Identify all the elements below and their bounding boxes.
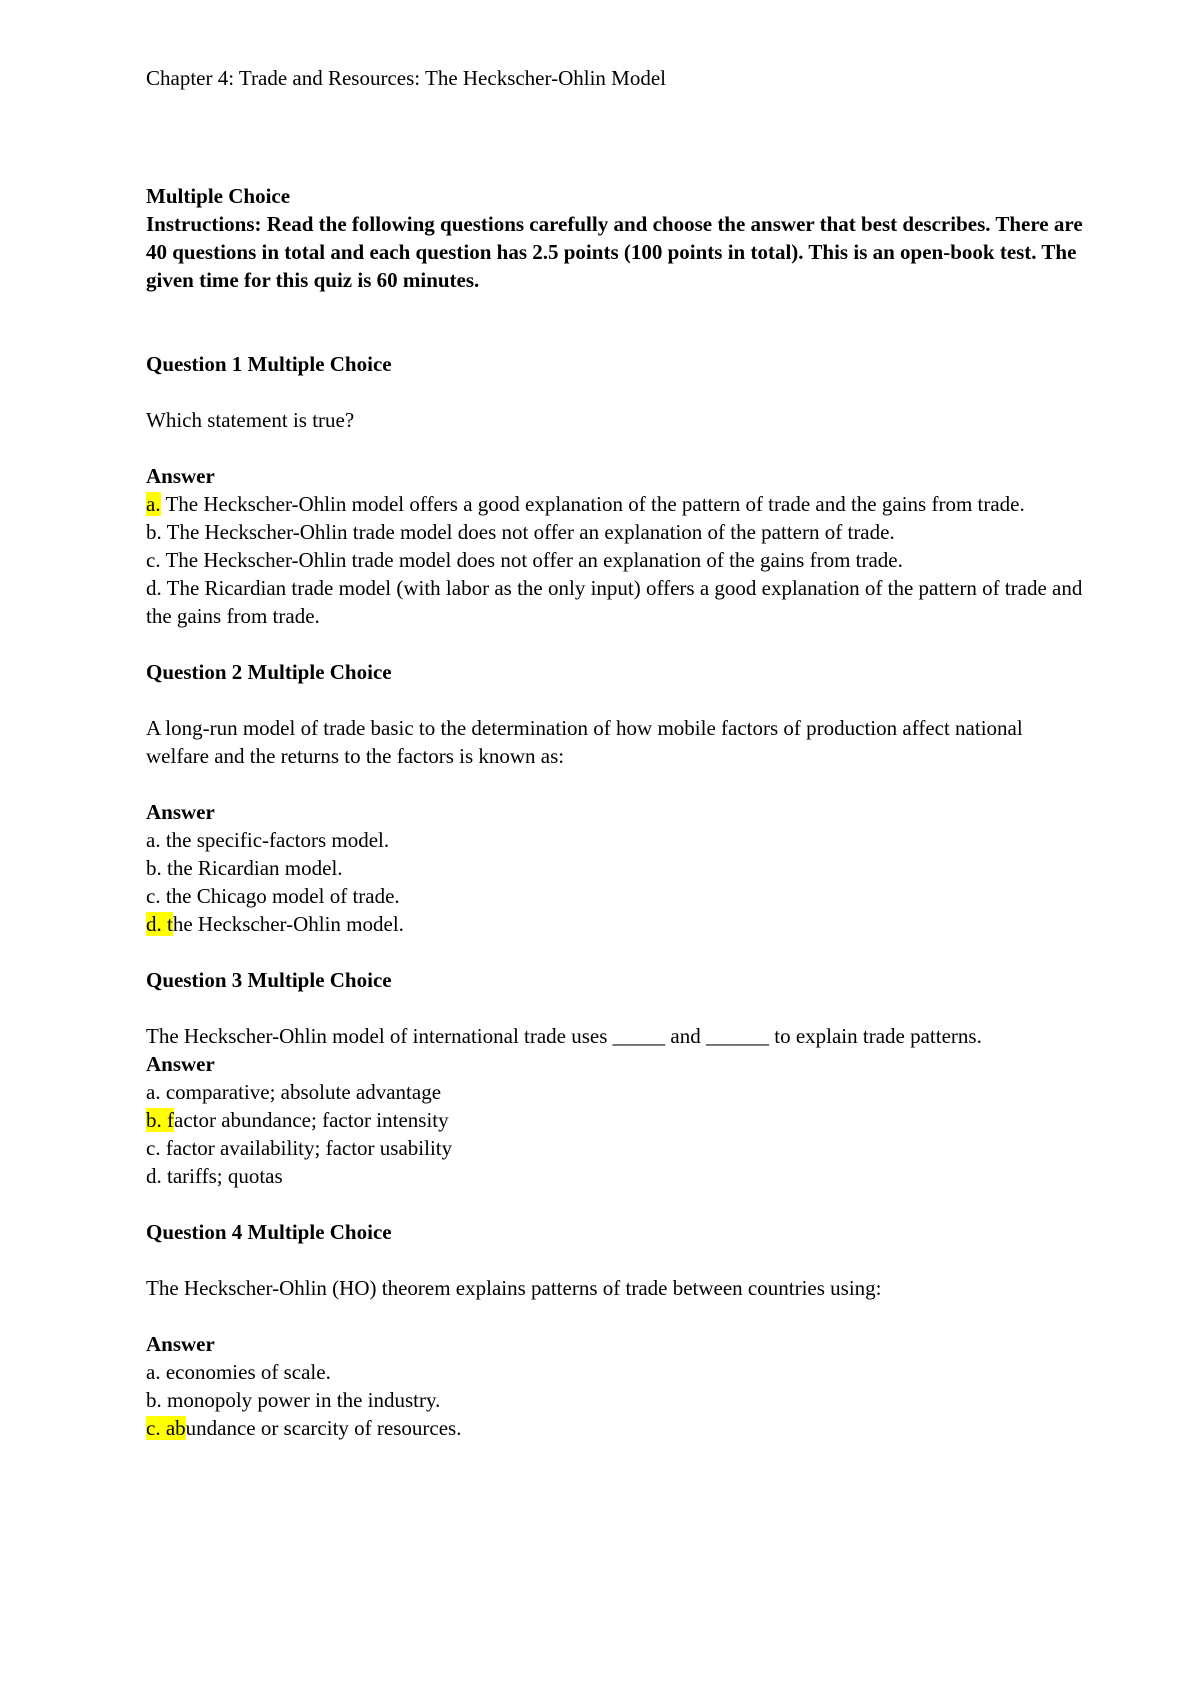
question-4: [146, 1218, 1086, 1442]
option-text: The Heckscher-Ohlin model offers a good explanation of the pattern of trade and the gains from trade.: [160, 492, 1025, 516]
answer-option-a: [146, 490, 1086, 518]
question-1: [146, 350, 1086, 630]
option-text: b. the Ricardian model.: [146, 856, 343, 880]
question-heading: Question 3 Multiple Choice: [146, 968, 392, 992]
answer-highlight: a.: [146, 492, 161, 516]
question-text: The Heckscher-Ohlin model of international trade uses _____ and ______ to explain trade patterns.: [146, 1024, 982, 1048]
document-body: [146, 64, 1086, 1442]
answer-highlight: d. t: [146, 912, 173, 936]
answer-label: Answer: [146, 1332, 215, 1356]
answer-option-a: [146, 1358, 1086, 1386]
option-text: c. The Heckscher-Ohlin trade model does not offer an explanation of the gains from trade.: [146, 548, 903, 572]
answer-option-c: [146, 546, 1086, 574]
answer-option-c: [146, 1134, 1086, 1162]
answer-option-d: [146, 574, 1086, 630]
section-heading: Multiple Choice: [146, 184, 291, 208]
question-heading: Question 1 Multiple Choice: [146, 352, 392, 376]
question-heading: Question 2 Multiple Choice: [146, 660, 392, 684]
answer-option-b: [146, 1106, 1086, 1134]
option-text: c. the Chicago model of trade.: [146, 884, 400, 908]
answer-label: Answer: [146, 800, 215, 824]
answer-highlight: b. f: [146, 1108, 174, 1132]
answer-label: Answer: [146, 1052, 215, 1076]
option-text: c. factor availability; factor usability: [146, 1136, 453, 1160]
answer-option-d: [146, 910, 1086, 938]
question-heading: Question 4 Multiple Choice: [146, 1220, 392, 1244]
option-text: he Heckscher-Ohlin model.: [172, 912, 404, 936]
option-text: d. tariffs; quotas: [146, 1164, 283, 1188]
option-text: d. The Ricardian trade model (with labor as the only input) offers a good explanation of the pattern of trade and the gains from trade.: [146, 576, 1083, 628]
answer-option-a: [146, 1078, 1086, 1106]
answer-option-b: [146, 518, 1086, 546]
option-text: b. The Heckscher-Ohlin trade model does not offer an explanation of the pattern of trade.: [146, 520, 895, 544]
option-text: a. comparative; absolute advantage: [146, 1080, 442, 1104]
chapter-title: Chapter 4: Trade and Resources: The Heckscher-Ohlin Model: [146, 66, 666, 90]
question-text: A long-run model of trade basic to the determination of how mobile factors of production affect national welfare and the returns to the factors is known as:: [146, 716, 1023, 768]
answer-highlight: c. ab: [146, 1416, 186, 1440]
option-text: a. the specific-factors model.: [146, 828, 390, 852]
question-2: [146, 658, 1086, 938]
answer-option-d: [146, 1162, 1086, 1190]
instructions-text: Instructions: Read the following questions carefully and choose the answer that best describes. There are 40 questions in total and each question has 2.5 points (100 points in total). This is an open-book test. The given time for this quiz is 60 minutes.: [146, 212, 1083, 292]
question-text: Which statement is true?: [146, 408, 355, 432]
question-3: [146, 966, 1086, 1190]
question-text: The Heckscher-Ohlin (HO) theorem explains patterns of trade between countries using:: [146, 1276, 882, 1300]
answer-option-c: [146, 1414, 1086, 1442]
option-text: undance or scarcity of resources.: [185, 1416, 462, 1440]
answer-label: Answer: [146, 464, 215, 488]
answer-option-a: [146, 826, 1086, 854]
answer-option-b: [146, 854, 1086, 882]
option-text: a. economies of scale.: [146, 1360, 331, 1384]
option-text: b. monopoly power in the industry.: [146, 1388, 441, 1412]
answer-option-c: [146, 882, 1086, 910]
option-text: actor abundance; factor intensity: [174, 1108, 449, 1132]
answer-option-b: [146, 1386, 1086, 1414]
